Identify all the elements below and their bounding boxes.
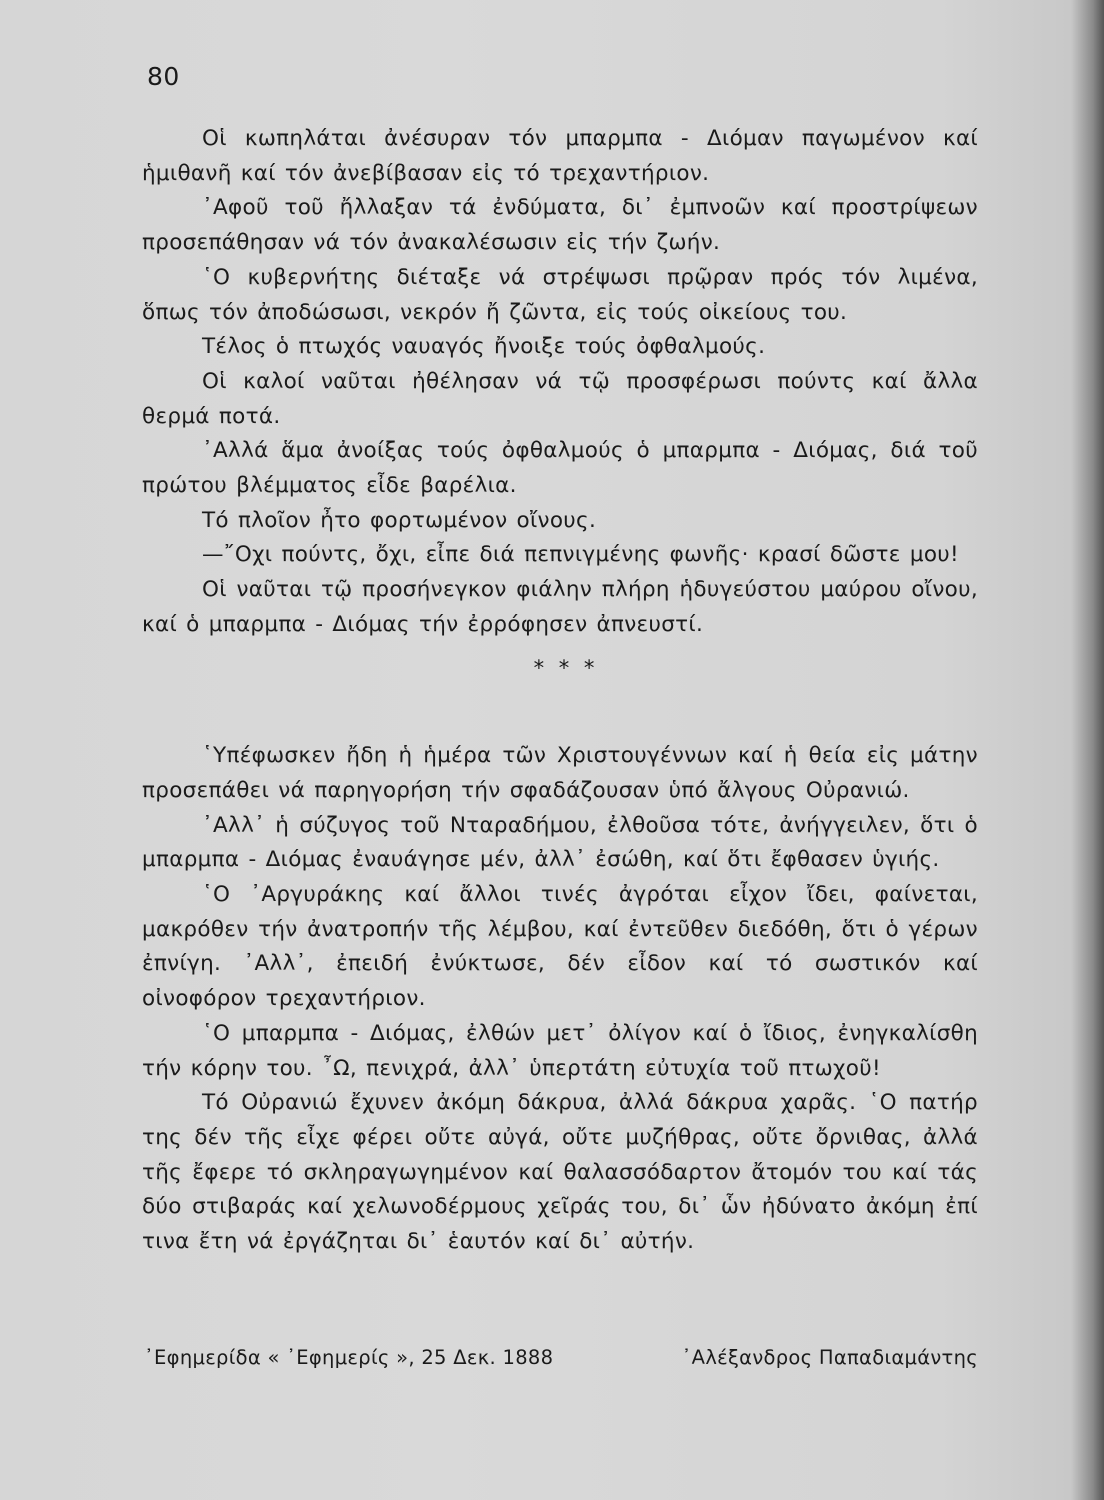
section-separator: * * * <box>533 655 599 680</box>
paragraph: ᾿Αφοῦ τοῦ ἤλλαξαν τά ἐνδύματα, δι᾿ ἐμπνοῶν καί προστρίψεων προσεπάθησαν νά τόν ἀνακαλέσωσιν εἰς τήν ζωήν. <box>142 195 978 256</box>
paragraph: ῾Ο μπαρμπα - Διόμας, ἐλθών μετ᾿ ὀλίγον καί ὁ ἴδιος, ἐνηγκαλίσθη τήν κόρην του. ῏Ω, πενιχρά, ἀλλ᾿ ὑπερτάτη εὐτυχία τοῦ πτωχοῦ! <box>142 1020 978 1081</box>
paragraph: Τό πλοῖον ἦτο φορτωμένον οἴνους. <box>202 507 597 533</box>
paragraph: ῾Ο κυβερνήτης διέταξε νά στρέψωσι πρῷραν πρός τόν λιμένα, ὅπως τόν ἀποδώσωσι, νεκρόν ἤ ζῶντα, εἰς τούς οἰκείους του. <box>142 264 978 325</box>
paragraph: Οἱ κωπηλάται ἀνέσυραν τόν μπαρμπα - Διόμαν παγωμένον καί ἡμιθανῆ καί τόν ἀνεβίβασαν εἰς τό τρεχαντήριον. <box>142 126 978 186</box>
paragraph: ᾿Αλλ᾿ ἡ σύζυγος τοῦ Νταραδήμου, ἐλθοῦσα τότε, ἀνήγγειλεν, ὅτι ὁ μπαρμπα - Διόμας ἐναυάγησε μέν, ἀλλ᾿ ἐσώθη, καί ὅτι ἔφθασεν ὑγιής. <box>142 812 978 873</box>
page-number: 80 <box>147 62 180 91</box>
paragraph: Τέλος ὁ πτωχός ναυαγός ἤνοιξε τούς ὀφθαλμούς. <box>202 334 766 360</box>
author-signature: ᾿Αλέξανδρος Παπαδιαμάντης <box>681 1346 978 1369</box>
paragraph: Οἱ καλοί ναῦται ἠθέλησαν νά τῷ προσφέρωσι πούντς καί ἄλλα θερμά ποτά. <box>142 368 978 429</box>
source-citation: ᾿Εφημερίδα « ᾿Εφημερίς », 25 Δεκ. 1888 <box>144 1346 554 1369</box>
paragraph: —῎Οχι πούντς, ὄχι, εἶπε διά πεπνιγμένης φωνῆς· κρασί δῶστε μου! <box>202 542 959 568</box>
body-text <box>142 122 978 1260</box>
paragraph: ῾Υπέφωσκεν ἤδη ἡ ἡμέρα τῶν Χριστουγέννων καί ἡ θεία εἰς μάτην προσεπάθει νά παρηγορήση τήν σφαδάζουσαν ὑπό ἄλγους Οὐρανιώ. <box>142 743 978 803</box>
paragraph: Τό Οὐρανιώ ἔχυνεν ἀκόμη δάκρυα, ἀλλά δάκρυα χαρᾶς. ῾Ο πατήρ της δέν τῆς εἶχε φέρει οὔτε αὐγά, οὔτε μυζήθρας, οὔτε ὄρνιθας, ἀλλά τῆς ἔφερε τό σκληραγωγημένον καί θαλασσόδαρτον ἄτομόν του καί τάς δύο στιβαράς καί χελωνοδέρμους χεῖράς του, δι᾿ ὧν ἠδύνατο ἀκόμη ἐπί τινα ἔτη νά ἐργάζηται δι᾿ ἑαυτόν καί δι᾿ αὐτήν. <box>142 1090 978 1255</box>
source-footer <box>144 1346 978 1369</box>
paragraph: ῾Ο ᾿Αργυράκης καί ἄλλοι τινές ἀγρόται εἶχον ἴδει, φαίνεται, μακρόθεν τήν ἀνατροπήν τῆς λέμβου, καί ἐντεῦθεν διεδόθη, ὅτι ὁ γέρων ἐπνίγη. ᾿Αλλ᾿, ἐπειδή ἐνύκτωσε, δέν εἶδον καί τό σωστικόν καί οἰνοφόρον τρεχαντήριον. <box>142 882 978 1012</box>
paragraph: ᾿Αλλά ἅμα ἀνοίξας τούς ὀφθαλμούς ὁ μπαρμπα - Διόμας, διά τοῦ πρώτου βλέμματος εἶδε βαρέλια. <box>142 438 978 499</box>
paragraph: Οἱ ναῦται τῷ προσήνεγκον φιάλην πλήρη ἡδυγεύστου μαύρου οἴνου, καί ὁ μπαρμπα - Διόμας τήν ἐρρόφησεν ἀπνευστί. <box>142 577 978 637</box>
